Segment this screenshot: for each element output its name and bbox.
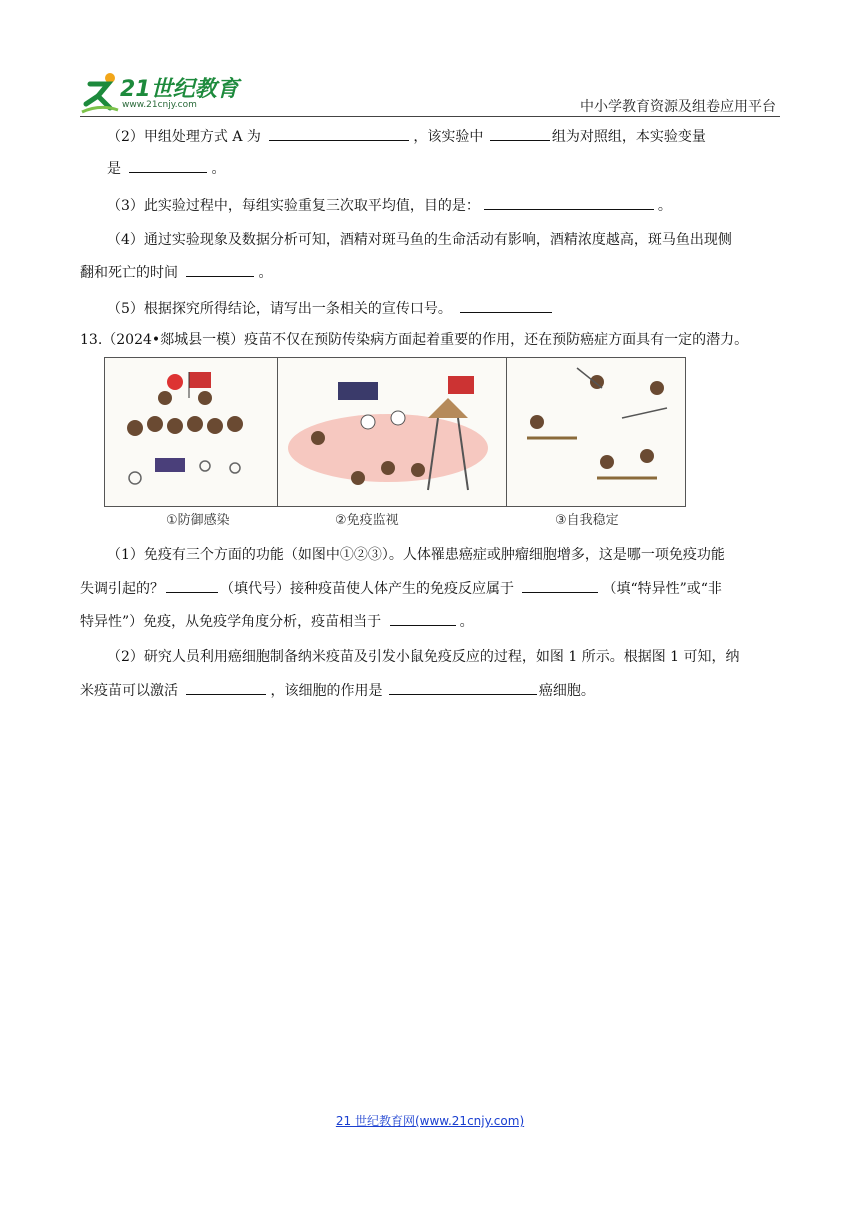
answer-blank	[484, 195, 654, 210]
text: 。	[459, 614, 474, 630]
figure-panel-surveillance	[277, 357, 507, 507]
answer-blank	[129, 158, 207, 173]
text: 米疫苗可以激活	[80, 683, 178, 699]
header-divider	[80, 116, 780, 117]
text: 是	[107, 161, 121, 177]
logo	[80, 70, 250, 114]
q13-stem: 13.（2024•郯城县一模）疫苗不仅在预防传染病方面起着重要的作用，还在预防癌症方面具有一定的潜力。	[80, 332, 749, 348]
logo-url: www.21cnjy.com	[122, 100, 197, 110]
caption-surveillance: ②免疫监视	[335, 513, 399, 528]
answer-blank	[490, 126, 550, 141]
logo-text: 21世纪教育	[120, 77, 239, 102]
text: 组为对照组，本实验变量	[551, 129, 706, 145]
text: （3）此实验过程中，每组实验重复三次取平均值，目的是：	[107, 198, 480, 214]
answer-blank	[186, 262, 254, 277]
q12-part2-line2	[107, 158, 780, 179]
caption-stability: ③自我稳定	[555, 513, 619, 528]
text: （2）甲组处理方式 A 为	[107, 129, 261, 145]
text: （填“特异性”或“非	[602, 581, 722, 597]
answer-blank	[522, 578, 598, 593]
text: 失调引起的？	[80, 581, 164, 597]
soldiers-defense-illustration	[105, 358, 277, 506]
answer-blank	[166, 578, 218, 593]
immune-function-figure	[104, 357, 686, 530]
text: 特异性”）免疫，从免疫学角度分析，疫苗相当于	[80, 614, 382, 630]
platform-title: 中小学教育资源及组卷应用平台	[580, 99, 776, 115]
figure-panel-stability	[506, 357, 686, 507]
q13-part1-line1: （1）免疫有三个方面的功能（如图中①②③）。人体罹患癌症或肿瘤细胞增多，这是哪一项免疫功能	[107, 547, 725, 563]
figure-panel-defense	[104, 357, 278, 507]
q12-part3	[107, 195, 780, 216]
text: 。	[258, 265, 273, 281]
q12-part2-line1	[107, 126, 780, 147]
answer-blank	[460, 298, 552, 313]
q13-part1-line3	[80, 611, 780, 632]
text: 翻和死亡的时间	[80, 265, 178, 281]
text: 。	[657, 198, 672, 214]
q12-part4-line2	[80, 262, 780, 283]
answer-blank	[390, 611, 456, 626]
q12-part4-line1: （4）通过实验现象及数据分析可知，酒精对斑马鱼的生命活动有影响，酒精浓度越高，斑马鱼出现侧	[107, 232, 732, 248]
text: ，该实验中	[413, 129, 484, 145]
stability-illustration	[507, 358, 685, 506]
page-header	[0, 0, 860, 118]
caption-defense: ①防御感染	[166, 513, 230, 528]
page-footer	[0, 1112, 860, 1129]
q13-part2-line1: （2）研究人员利用癌细胞制备纳米疫苗及引发小鼠免疫反应的过程，如图 1 所示。根据图 1 可知，纳	[107, 649, 740, 665]
text: （5）根据探究所得结论，请写出一条相关的宣传口号。	[107, 301, 452, 317]
answer-blank	[186, 680, 266, 695]
runner-logo-icon	[80, 70, 120, 114]
text: 癌细胞。	[538, 683, 595, 699]
q13-part1-line2	[80, 578, 780, 599]
text: （填代号）接种疫苗使人体产生的免疫反应属于	[220, 581, 514, 597]
q12-part5	[107, 298, 780, 319]
answer-blank	[389, 680, 537, 695]
text: 。	[211, 161, 226, 177]
text: ，该细胞的作用是	[270, 683, 383, 699]
answer-blank	[269, 126, 409, 141]
q13-part2-line2	[80, 680, 780, 701]
surveillance-illustration	[278, 358, 506, 506]
footer-link[interactable]: 21 世纪教育网(www.21cnjy.com)	[335, 1114, 525, 1128]
